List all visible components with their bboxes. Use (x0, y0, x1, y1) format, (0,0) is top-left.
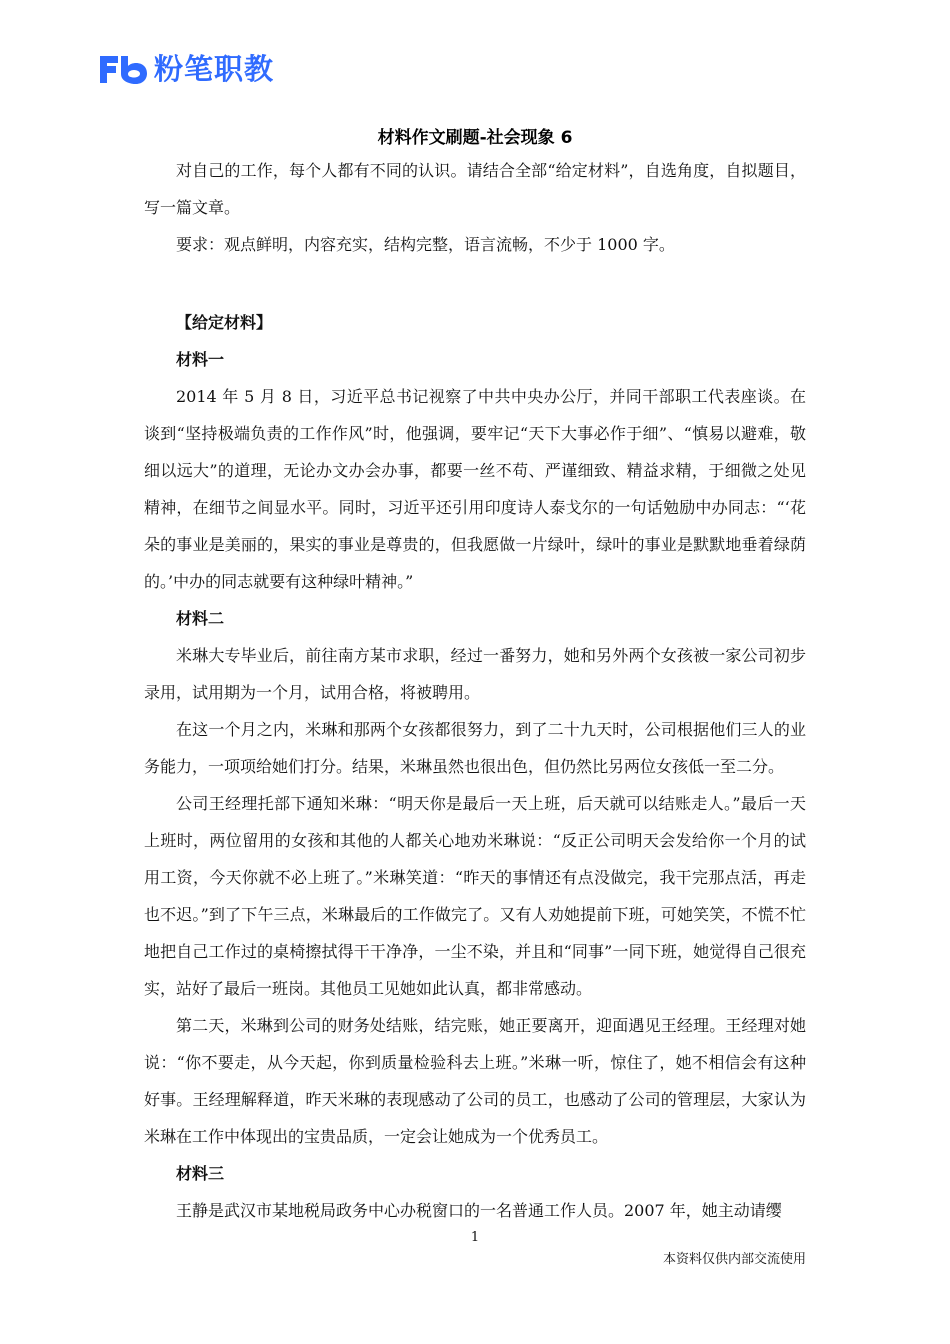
material-2-paragraph-2: 在这一个月之内，米琳和那两个女孩都很努力，到了二十九天时，公司根据他们三人的业务能力，一项项给她们打分。结果，米琳虽然也很出色，但仍然比另两位女孩低一至二分。 (144, 720, 806, 776)
footer-note: 本资料仅供内部交流使用 (662, 1252, 806, 1267)
material-2-title: 材料二 (176, 609, 225, 628)
intro-section (144, 152, 806, 263)
page-number: 1 (470, 1230, 480, 1245)
brand-name: 粉笔职教 (154, 52, 275, 86)
intro-paragraph: 对自己的工作，每个人都有不同的认识。请结合全部“给定材料”，自选角度，自拟题目，写一篇文章。 (144, 161, 806, 217)
materials-header: 【给定材料】 (176, 313, 273, 332)
fb-logo-icon (96, 52, 150, 86)
material-3-title: 材料三 (176, 1164, 225, 1183)
material-2-paragraph-4: 第二天，米琳到公司的财务处结账，结完账，她正要离开，迎面遇见王经理。王经理对她说：“你不要走，从今天起，你到质量检验科去上班。”米琳一听，惊住了，她不相信会有这种好事。王经理解释道，昨天米琳的表现感动了公司的员工，也感动了公司的管理层，大家认为米琳在工作中体现出的宝贵品质，一定会让她成为一个优秀员工。 (144, 1016, 806, 1146)
page-title: 材料作文刷题-社会现象 6 (377, 128, 573, 148)
material-1-title: 材料一 (176, 350, 225, 369)
material-2-paragraph-3: 公司王经理托部下通知米琳：“明天你是最后一天上班，后天就可以结账走人。”最后一天上班时，两位留用的女孩和其他的人都关心地劝米琳说：“反正公司明天会发给你一个月的试用工资，今天你就不必上班了。”米琳笑道：“昨天的事情还有点没做完，我干完那点活，再走也不迟。”到了下午三点，米琳最后的工作做完了。又有人劝她提前下班，可她笑笑，不慌不忙地把自己工作过的桌椅擦拭得干干净净，一尘不染，并且和“同事”一同下班，她觉得自己很充实，站好了最后一班岗。其他员工见她如此认真，都非常感动。 (144, 794, 806, 998)
material-1-paragraph: 2014 年 5 月 8 日，习近平总书记视察了中共中央办公厅，并同干部职工代表座谈。在谈到“坚持极端负责的工作作风”时，他强调，要牢记“天下大事必作于细”、“慎易以避难，敬细以远大”的道理，无论办文办会办事，都要一丝不苟、严谨细致、精益求精，于细微之处见精神，在细节之间显水平。同时，习近平还引用印度诗人泰戈尔的一句话勉励中办同志：“‘花朵的事业是美丽的，果实的事业是尊贵的，但我愿做一片绿叶，绿叶的事业是默默地垂着绿荫的。’中办的同志就要有这种绿叶精神。” (144, 387, 806, 591)
brand-logo (96, 52, 274, 86)
material-2-paragraph-1: 米琳大专毕业后，前往南方某市求职，经过一番努力，她和另外两个女孩被一家公司初步录用，试用期为一个月，试用合格，将被聘用。 (144, 646, 806, 702)
requirement-paragraph: 要求：观点鲜明，内容充实，结构完整，语言流畅，不少于 1000 字。 (176, 235, 675, 254)
materials-section (144, 304, 806, 1229)
material-3-paragraph: 王静是武汉市某地税局政务中心办税窗口的一名普通工作人员。2007 年，她主动请缨 (176, 1201, 782, 1220)
